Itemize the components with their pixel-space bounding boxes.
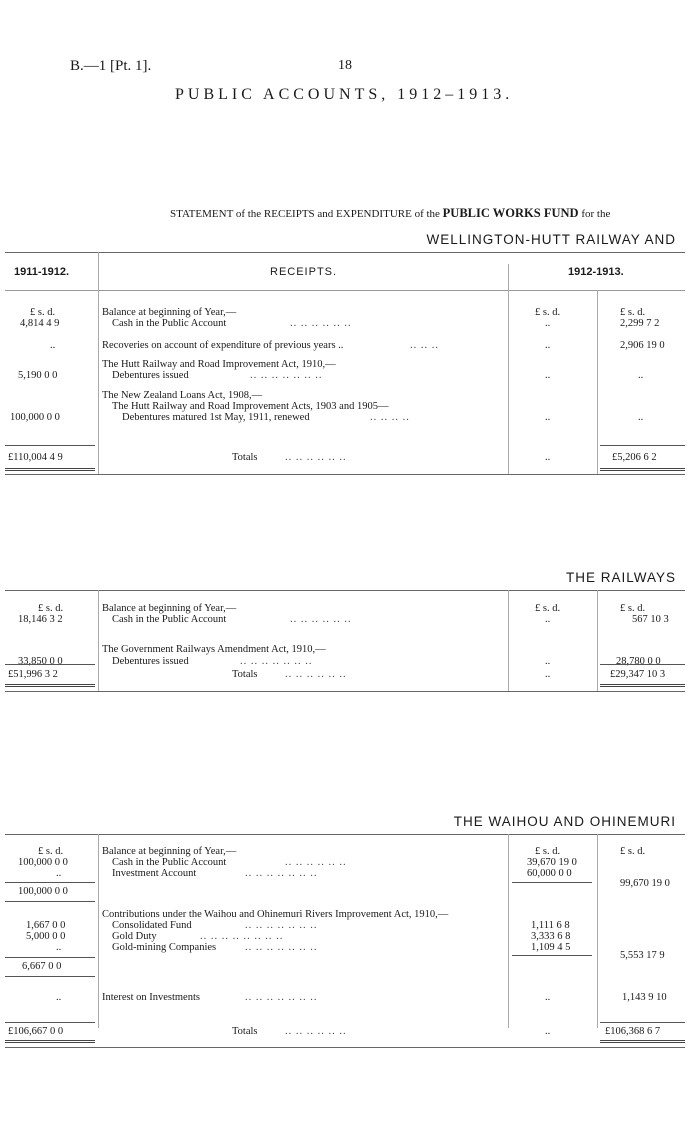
total-mid: .. [545, 669, 551, 680]
rule [5, 976, 95, 977]
unit-header: £ s. d. [30, 307, 56, 318]
column-divider [98, 590, 99, 692]
leader-dots: .. .. .. .. .. .. [285, 669, 347, 680]
mid-amount: .. [545, 992, 551, 1003]
total-prev: £106,667 0 0 [8, 1026, 64, 1037]
column-divider [508, 590, 509, 692]
total-prev: £110,004 4 9 [8, 452, 63, 463]
prev-amount: 33,850 0 0 [18, 656, 63, 667]
statement-heading [170, 206, 610, 221]
rule [5, 901, 95, 902]
unit-header: £ s. d. [535, 307, 561, 318]
column-divider [597, 590, 598, 692]
rule [5, 1047, 685, 1048]
column-divider [597, 834, 598, 1028]
mid-amount: .. [545, 340, 551, 351]
mid-amount: 60,000 0 0 [527, 868, 572, 879]
rule [5, 445, 95, 446]
column-divider [508, 834, 509, 1028]
total-prev: £51,996 3 2 [8, 669, 58, 680]
row-sublabel: Debentures issued [112, 656, 189, 667]
column-header-curr-year: 1912-1913. [568, 266, 624, 278]
column-divider [98, 834, 99, 1028]
leader-dots: .. .. .. .. .. .. [285, 857, 347, 868]
rule [5, 664, 95, 665]
rule [5, 290, 685, 291]
leader-dots: .. .. .. .. .. .. .. [245, 992, 318, 1003]
page-title: PUBLIC ACCOUNTS, 1912–1913. [175, 86, 514, 103]
total-label: Totals [232, 1026, 258, 1037]
row-sublabel: Debentures issued [112, 370, 189, 381]
leader-dots: .. .. .. .. .. .. [285, 452, 347, 463]
row-label: Balance at beginning of Year,— [102, 307, 237, 318]
statement-suffix: for the [581, 208, 611, 220]
prev-amount: 5,190 0 0 [18, 370, 58, 381]
rule [5, 468, 95, 471]
total-mid: .. [545, 452, 551, 463]
column-header-receipts: RECEIPTS. [270, 266, 338, 278]
rule [600, 1040, 685, 1043]
section-title-waihou-ohinemuri: THE WAIHOU AND OHINEMURI [453, 814, 676, 829]
row-label: Balance at beginning of Year,— [102, 846, 237, 857]
page-number: 18 [338, 58, 352, 73]
total-right: £29,347 10 3 [610, 669, 666, 680]
mid-amount: 1,109 4 5 [531, 942, 571, 953]
mid-amount: .. [545, 412, 551, 423]
total-label: Totals [232, 669, 258, 680]
mid-amount: .. [545, 370, 551, 381]
row-sublabel: The Hutt Railway and Road Improvement Acts, 1903 and 1905— [112, 401, 389, 412]
unit-header: £ s. d. [38, 846, 64, 857]
row-label: The Hutt Railway and Road Improvement Act, 1910,— [102, 359, 336, 370]
unit-header: £ s. d. [38, 603, 64, 614]
total-right: £106,368 6 7 [605, 1026, 661, 1037]
prev-amount: 100,000 0 0 [18, 857, 68, 868]
rule [5, 1040, 95, 1043]
column-header-prev-year: 1911-1912. [14, 266, 70, 278]
section-title-railways: THE RAILWAYS [565, 570, 676, 585]
row-sublabel: Cash in the Public Account [112, 614, 227, 625]
rule [5, 834, 685, 835]
leader-dots: .. .. .. [410, 340, 439, 351]
mid-amount: .. [545, 318, 551, 329]
row-sublabel: Cash in the Public Account [112, 318, 227, 329]
row-sublabel: Investment Account [112, 868, 197, 879]
rule [600, 468, 685, 471]
total-label: Totals [232, 452, 258, 463]
row-sublabel: Consolidated Fund [112, 920, 192, 931]
unit-header: £ s. d. [535, 603, 561, 614]
rule [5, 691, 685, 692]
column-divider [508, 264, 509, 474]
right-amount: 28,780 0 0 [616, 656, 661, 667]
row-label: The Government Railways Amendment Act, 1910,— [102, 644, 326, 655]
leader-dots: .. .. .. .. .. .. .. [245, 942, 318, 953]
rule [512, 882, 592, 883]
leader-dots: .. .. .. .. .. .. .. .. [200, 931, 284, 942]
rule [5, 1022, 95, 1023]
mid-amount: 39,670 19 0 [527, 857, 577, 868]
right-amount: 567 10 3 [632, 614, 669, 625]
subtotal-prev: 100,000 0 0 [18, 886, 68, 897]
prev-amount: 18,146 3 2 [18, 614, 63, 625]
column-divider [597, 290, 598, 474]
total-right: £5,206 6 2 [612, 452, 657, 463]
right-amount: 99,670 19 0 [620, 878, 670, 889]
prev-amount: 1,667 0 0 [26, 920, 66, 931]
right-amount: .. [638, 412, 644, 423]
rule [600, 664, 685, 665]
leader-dots: .. .. .. .. .. .. .. [245, 868, 318, 879]
mid-amount: .. [545, 614, 551, 625]
mid-amount: 1,111 6 8 [531, 920, 570, 931]
row-label: Contributions under the Waihou and Ohinemuri Rivers Improvement Act, 1910,— [102, 909, 449, 920]
prev-amount: .. [56, 868, 62, 879]
statement-prefix: STATEMENT of the RECEIPTS and EXPENDITURE of the [170, 208, 440, 220]
row-sublabel: Gold Duty [112, 931, 157, 942]
leader-dots: .. .. .. .. .. .. [290, 614, 352, 625]
section-title-wellington-hutt: WELLINGTON-HUTT RAILWAY AND [426, 232, 676, 247]
right-amount: .. [638, 370, 644, 381]
document-code: B.—1 [Pt. 1]. [70, 58, 152, 74]
rule [512, 955, 592, 956]
right-amount: 2,906 19 0 [620, 340, 665, 351]
rule [600, 684, 685, 687]
row-label: Recoveries on account of expenditure of previous years .. [102, 340, 344, 351]
row-sublabel: Cash in the Public Account [112, 857, 227, 868]
mid-amount: .. [545, 656, 551, 667]
rule [600, 1022, 685, 1023]
leader-dots: .. .. .. .. .. .. .. [240, 656, 313, 667]
row-sublabel: Debentures matured 1st May, 1911, renewed [122, 412, 310, 423]
rule [5, 252, 685, 253]
right-amount: 5,553 17 9 [620, 950, 665, 961]
prev-amount: 5,000 0 0 [26, 931, 66, 942]
total-mid: .. [545, 1026, 551, 1037]
rule [5, 590, 685, 591]
row-sublabel: Gold-mining Companies [112, 942, 217, 953]
leader-dots: .. .. .. .. .. .. [290, 318, 352, 329]
rule [5, 882, 95, 883]
row-label: The New Zealand Loans Act, 1908,— [102, 390, 263, 401]
column-divider [98, 252, 99, 474]
rule [5, 684, 95, 687]
leader-dots: .. .. .. .. [370, 412, 410, 423]
right-amount: 1,143 9 10 [622, 992, 667, 1003]
right-amount: 2,299 7 2 [620, 318, 660, 329]
leader-dots: .. .. .. .. .. .. .. [250, 370, 323, 381]
unit-header: £ s. d. [620, 307, 646, 318]
unit-header: £ s. d. [535, 846, 561, 857]
prev-amount: .. [56, 942, 62, 953]
prev-amount: .. [56, 992, 62, 1003]
rule [5, 474, 685, 475]
prev-amount: .. [50, 340, 56, 351]
subtotal-prev: 6,667 0 0 [22, 961, 62, 972]
unit-header: £ s. d. [620, 846, 646, 857]
unit-header: £ s. d. [620, 603, 646, 614]
mid-amount: 3,333 6 8 [531, 931, 571, 942]
leader-dots: .. .. .. .. .. .. [285, 1026, 347, 1037]
prev-amount: 100,000 0 0 [10, 412, 60, 423]
row-label: Balance at beginning of Year,— [102, 603, 237, 614]
leader-dots: .. .. .. .. .. .. .. [245, 920, 318, 931]
rule [5, 957, 95, 958]
prev-amount: 4,814 4 9 [20, 318, 60, 329]
statement-fund: PUBLIC WORKS FUND [442, 206, 579, 220]
row-label: Interest on Investments [102, 992, 200, 1003]
rule [600, 445, 685, 446]
